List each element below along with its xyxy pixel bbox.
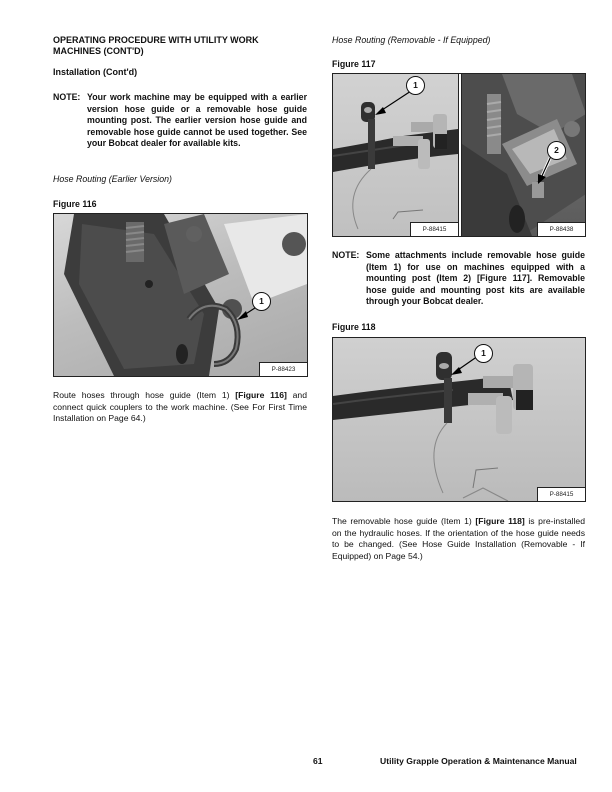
page-number: 61 — [313, 756, 323, 766]
subheading-hose-routing-earlier: Hose Routing (Earlier Version) — [53, 174, 172, 184]
photo-removable-hose-guide — [333, 74, 459, 236]
figure-116-label: Figure 116 — [53, 199, 97, 209]
subheading-hose-routing-removable: Hose Routing (Removable - If Equipped) — [332, 35, 491, 45]
note-text: Some attachments include removable hose guide (Item 1) for use on machines equipped with a mounting post (Item 2) [Figure 117]. Removable hose guide and mounting post kits are available through your Bobcat dealer. — [366, 250, 585, 306]
callout-1: 1 — [252, 292, 271, 311]
note-earlier-version — [53, 92, 307, 150]
para-text: The removable hose guide (Item 1) — [332, 516, 476, 526]
section-title: OPERATING PROCEDURE WITH UTILITY WORK MACHINES (CONT'D) — [53, 35, 259, 56]
para-text: Route hoses through hose guide (Item 1) — [53, 390, 236, 400]
removable-hose-guide-paragraph — [332, 516, 585, 562]
subsection-title: Installation (Cont'd) — [53, 67, 138, 77]
photo-hose-guide-earlier — [54, 214, 307, 376]
mounting-post-illustration — [462, 74, 585, 236]
figure-116 — [53, 213, 308, 377]
para-text: and connect quick couplers to the work machine. (See For First Time Installation on Page 64.) — [53, 390, 307, 423]
note-text: Your work machine may be equipped with a earlier version hose guide or a removable hose guide mounting post. The earlier version hose guide and removable hose guide cannot be used together. See your Bobcat dealer for available kits. — [87, 92, 307, 148]
callout-1: 1 — [406, 76, 425, 95]
removable-hose-guide-illustration — [333, 74, 458, 236]
route-hoses-paragraph — [53, 390, 307, 425]
note-removable-hose-guide — [332, 250, 585, 308]
preinstalled-hose-guide-illustration — [333, 338, 585, 501]
photo-hose-guide-preinstalled — [333, 338, 585, 501]
note-label: NOTE: — [332, 250, 360, 260]
photo-code-right: P-88438 — [537, 222, 585, 236]
photo-code: P-88415 — [537, 487, 585, 501]
photo-mounting-post — [461, 74, 585, 236]
figure-117 — [332, 73, 586, 237]
callout-1: 1 — [474, 344, 493, 363]
figure-118-label: Figure 118 — [332, 322, 376, 332]
figure-117-label: Figure 117 — [332, 59, 376, 69]
note-label: NOTE: — [53, 92, 81, 102]
callout-2: 2 — [547, 141, 566, 160]
manual-title: Utility Grapple Operation & Maintenance Manual — [380, 756, 577, 766]
figure-116-reference: [Figure 116] — [235, 390, 287, 400]
figure-118-reference: [Figure 118] — [475, 516, 525, 526]
figure-118 — [332, 337, 586, 502]
photo-code-left: P-88415 — [410, 222, 458, 236]
para-text: is pre-installed on the hydraulic hoses. If the orientation of the hose guide needs to be changed. (See Hose Guide Installation (Removable - If Equipped) on Page 54.) — [332, 516, 585, 561]
photo-code: P-88423 — [259, 362, 307, 376]
